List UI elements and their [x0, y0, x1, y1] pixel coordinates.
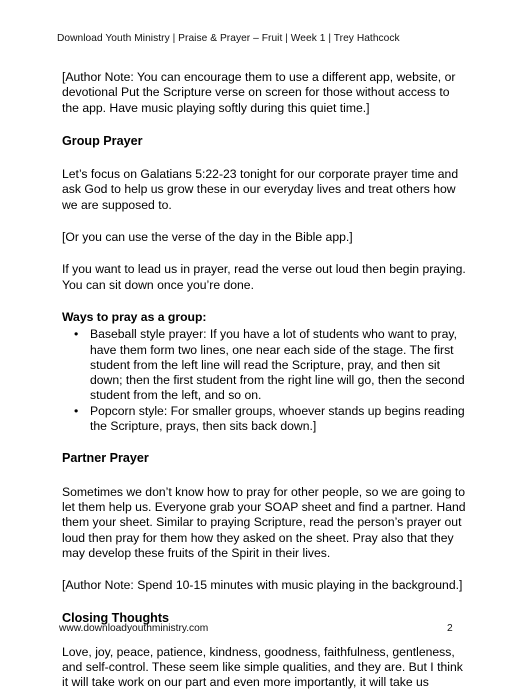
paragraph-closing-thoughts: Love, joy, peace, patience, kindness, goodness, faithfulness, gentleness, and self-control. These seem like simple qualities, and they are. But I think it will take work on our part and even more importantly, it will take us — [62, 644, 463, 690]
page-body — [62, 70, 467, 691]
bullet-icon: • — [74, 327, 79, 342]
footer-website-link[interactable]: www.downloadyouthministry.com — [59, 623, 209, 634]
page-number: 2 — [447, 623, 453, 634]
page-header: Download Youth Ministry | Praise & Prayer – Fruit | Week 1 | Trey Hathcock — [57, 33, 400, 44]
list-item-text: Popcorn style: For smaller groups, whoever stands up begins reading the Scripture, prays, then sits back down.] — [90, 403, 465, 434]
section-heading-closing-thoughts: Closing Thoughts — [62, 611, 170, 626]
paragraph-bible-app-note: [Or you can use the verse of the day in the Bible app.] — [62, 230, 353, 245]
paragraph-group-prayer-focus: Let’s focus on Galatians 5:22-23 tonight for our corporate prayer time and ask God to help us grow these in our everyday lives and treat others how we are supposed to. — [62, 167, 459, 212]
author-note: [Author Note: Spend 10-15 minutes with music playing in the background.] — [62, 578, 463, 593]
bullet-icon: • — [74, 403, 79, 418]
section-heading-partner-prayer: Partner Prayer — [62, 451, 149, 466]
subheading-ways-to-pray: Ways to pray as a group: — [62, 309, 207, 324]
paragraph-lead-prayer: If you want to lead us in prayer, read the verse out loud then begin praying. You can sit down once you’re done. — [62, 262, 466, 292]
ways-to-pray-list — [62, 327, 467, 434]
list-item-text: Baseball style prayer: If you have a lot of students who want to pray, have them form two lines, one near each side of the stage. The first student from the left line will read the Scripture, pray, and then sit down; then the first student from the right line will go, then the second student from the left, and so on. — [90, 327, 465, 403]
list-item — [74, 403, 467, 435]
section-heading-group-prayer: Group Prayer — [62, 133, 143, 148]
list-item — [74, 327, 467, 403]
paragraph-partner-prayer: Sometimes we don’t know how to pray for other people, so we are going to let them help us. Everyone grab your SOAP sheet and find a partner. Hand them your sheet. Similar to praying Scripture, read the person’s prayer out loud then pray for them how they asked on the sheet. Pray also that they may develop these fruits of the Spirit in their lives. — [62, 484, 466, 560]
author-note: [Author Note: You can encourage them to use a different app, website, or devotional Put the Scripture verse on screen for those without access to the app. Have music playing softly during this quiet time.] — [62, 70, 456, 115]
